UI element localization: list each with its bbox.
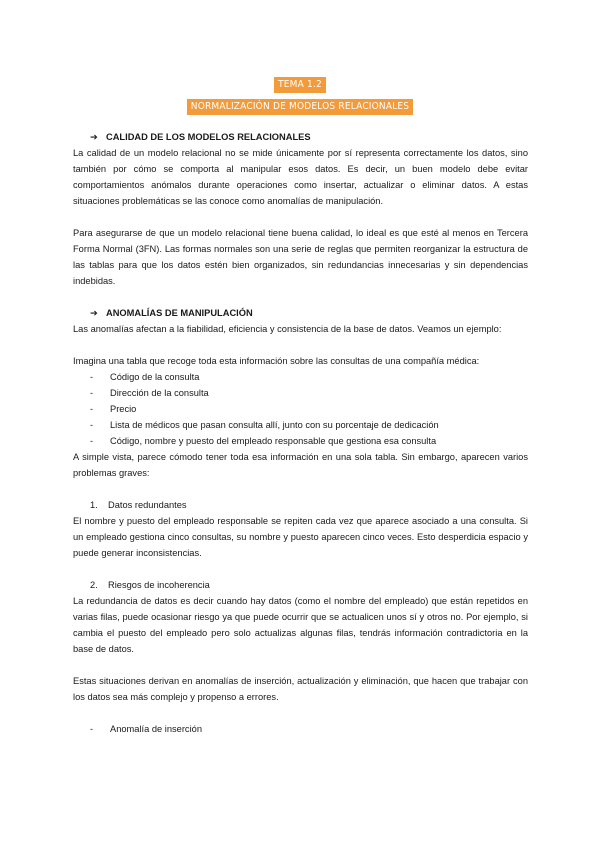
section-heading-text: CALIDAD DE LOS MODELOS RELACIONALES [106, 132, 311, 142]
dash-bullet: - [90, 388, 94, 398]
document-title: NORMALIZACIÓN DE MODELOS RELACIONALES [187, 99, 413, 115]
list-item-text: Código, nombre y puesto del empleado responsable que gestiona esa consulta [110, 436, 437, 446]
list-item-text: Precio [110, 404, 137, 414]
list-item-text: Dirección de la consulta [110, 388, 209, 398]
paragraph: Las anomalías afectan a la fiabilidad, eficiencia y consistencia de la base de datos. Veamos un ejemplo: [73, 324, 502, 334]
arrow-icon: ➔ [90, 132, 98, 142]
dash-bullet: - [90, 372, 94, 382]
list-item [73, 385, 528, 401]
paragraph: La calidad de un modelo relacional no se mide únicamente por sí representa correctamente los datos, sino también por cómo se comporta al manipular esos datos. Es decir, un buen modelo debe evitar comportamientos anómalos durante operaciones como insertar, actualizar o eliminar datos. A estas situaciones problemáticas se las conoce como anomalías de manipulación. [73, 148, 528, 206]
section-heading-calidad [73, 129, 528, 145]
list-item-text: Código de la consulta [110, 372, 200, 382]
list-item [73, 433, 528, 449]
item-title: Riesgos de incoherencia [108, 580, 210, 590]
list-item [73, 369, 528, 385]
document-body [73, 129, 528, 737]
paragraph: Estas situaciones derivan en anomalías de inserción, actualización y eliminación, que hacen que trabajar con los datos sea más complejo y propenso a errores. [73, 676, 528, 702]
info-list [73, 369, 528, 449]
list-item-text: Anomalía de inserción [110, 724, 202, 734]
list-item [73, 721, 528, 737]
item-number: 2. [90, 580, 98, 590]
dash-bullet: - [90, 724, 94, 734]
arrow-icon: ➔ [90, 308, 98, 318]
dash-bullet: - [90, 436, 94, 446]
section-heading-anomalias [73, 305, 528, 321]
dash-bullet: - [90, 404, 94, 414]
list-item-text: Lista de médicos que pasan consulta allí, junto con su porcentaje de dedicación [110, 420, 439, 430]
list-item [73, 417, 528, 433]
item-number: 1. [90, 500, 98, 510]
paragraph: A simple vista, parece cómodo tener toda esa información en una sola tabla. Sin embargo, aparecen varios problemas graves: [73, 452, 528, 478]
list-item [73, 401, 528, 417]
topic-banner [0, 74, 600, 93]
section-heading-text: ANOMALÍAS DE MANIPULACIÓN [106, 308, 253, 318]
numbered-item-1 [73, 497, 528, 513]
sub-list [73, 721, 528, 737]
numbered-item-2 [73, 577, 528, 593]
paragraph: La redundancia de datos es decir cuando hay datos (como el nombre del empleado) que están repetidos en varias filas, puede ocasionar riesgo ya que puede ocurrir que se actualicen unos sí y otros no. Por ejemplo, si cambia el puesto del empleado pero solo actualizas algunas filas, tendrás información contradictoria en la base de datos. [73, 596, 528, 654]
topic-label: TEMA 1.2 [274, 77, 326, 93]
paragraph: El nombre y puesto del empleado responsable se repiten cada vez que aparece asociado a una consulta. Si un empleado gestiona cinco consultas, su nombre y puesto aparecen cinco veces. Esto desperdicia espacio y puede generar inconsistencias. [73, 516, 528, 558]
paragraph: Para asegurarse de que un modelo relacional tiene buena calidad, lo ideal es que esté al menos en Tercera Forma Normal (3FN). Las formas normales son una serie de reglas que permiten reorganizar la estructura de las tablas para que los datos estén bien organizados, sin redundancias innecesarias y sin dependencias indebidas. [73, 228, 528, 286]
title-banner [0, 96, 600, 115]
dash-bullet: - [90, 420, 94, 430]
item-title: Datos redundantes [108, 500, 187, 510]
paragraph: Imagina una tabla que recoge toda esta información sobre las consultas de una compañía médica: [73, 356, 480, 366]
